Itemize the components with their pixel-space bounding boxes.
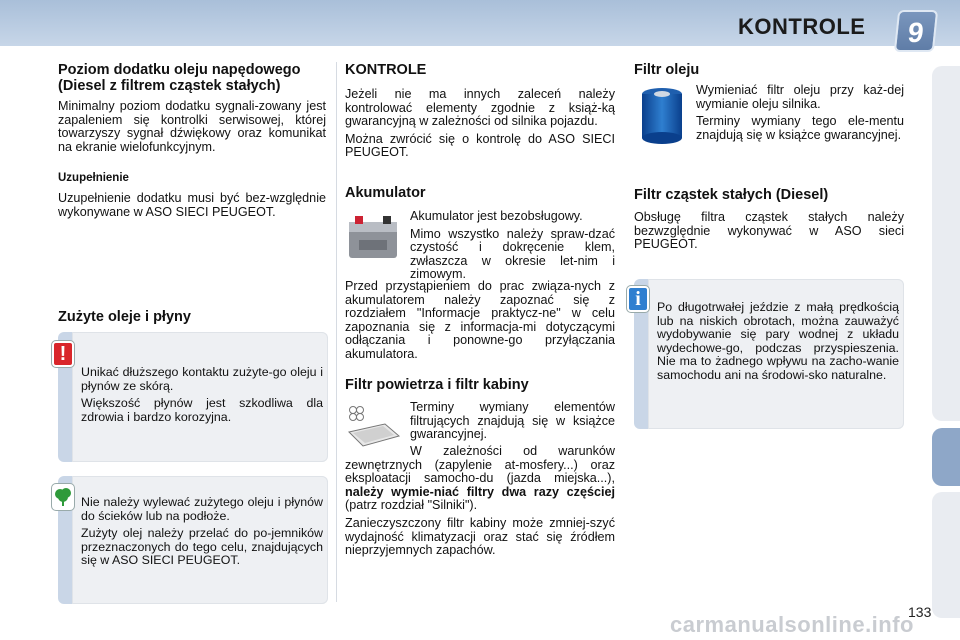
dpf-text-1: Obsługę filtra cząstek stałych należy bezwzględnie wykonywać w ASO sieci PEUGEOT. [634,210,904,252]
oil-text-block [696,84,904,146]
battery-title: Akumulator [345,185,426,201]
info-text-1: Po długotrwałej jeździe z małą prędkością lub na niskich obrotach, można zauważyć wydobywanie się pary wodnej z układu wydechowe-go, podczas przyspieszenia. Nie ma to żadnego wpływu na zacho-wanie samochodu ani na środowi-sko naturalne. [657,300,899,382]
eco-box [58,476,328,604]
air-text-1: Terminy wymiany elementów filtrujących znajdują się w książce gwarancyjnej. [410,400,615,442]
additive-subbody: Uzupełnienie dodatku musi być bez-względnie wykonywane w ASO SIECI PEUGEOT. [58,191,326,219]
middle-column [345,62,615,164]
oil-filter-image [640,86,684,149]
eco-text-1: Nie należy wylewać zużytego oleju i płynów do ścieków lub na podłoże. [81,495,323,523]
side-tab-active[interactable] [932,428,960,486]
air-text-2-bold: należy wymie-niać filtry dwa razy częściej [345,484,615,499]
intro-text-2: Można zwrócić się o kontrolę do ASO SIECI PEUGEOT. [345,131,615,160]
intro-text-1: Jeżeli nie ma innych zaleceń należy kontrolować elementy zgodnie z książ-ką gwarancyjną w zależności od silnika pojazdu. [345,87,615,129]
side-tab[interactable] [932,66,960,421]
battery-note [345,280,615,366]
chapter-badge: 9 [894,10,938,52]
oil-filter-title: Filtr oleju [634,62,700,78]
warning-text-1: Unikać dłuższego kontaktu zużyte-go oleju i płynów ze skórą. [81,365,323,393]
dpf-text-block [634,211,904,256]
air-text-block [410,401,615,446]
air-filter-title: Filtr powietrza i filtr kabiny [345,377,529,393]
info-box [634,279,904,429]
side-tab[interactable] [932,492,960,618]
air-text-3: Zanieczyszczony filtr kabiny może zmniej-szyć wydajność klimatyzacji oraz stać się źródłem nieprzyjemnych zapachów. [345,515,615,558]
warning-text-2: Większość płynów jest szkodliwa dla zdrowia i bardzo korozyjna. [81,396,323,424]
warning-icon: ! [52,341,74,367]
tree-icon-glyph [54,487,72,507]
oil-filter-icon [640,86,684,144]
column-divider [336,62,337,602]
used-title: Zużyte oleje i płyny [58,309,191,325]
eco-text-2: Zużyty olej należy przelać do po-jemników przeznaczonych do tego celu, znajdujących się w ASO SIECI PEUGEOT. [81,526,323,568]
battery-text-block [410,210,615,286]
left-column [58,62,326,224]
battery-text-2: Mimo wszystko należy spraw-dzać czystość i dokręcenie klem, zwłaszcza w okresie let-nim i zimowym. [410,226,615,282]
air-text-2a: W zależności od warunków zewnętrznych (zapylenie at-mosfery...) oraz eksploatacji samocho-du (jazda miejska...), [345,444,615,486]
oil-text-2: Terminy wymiany tego ele-mentu znajdują się w książce gwarancyjnej. [696,114,904,142]
page-title: KONTROLE [738,14,866,39]
battery-text-3: Przed przystąpieniem do prac związa-nych z akumulatorem należy zapoznać się z rozdziałem "Informacje praktycz-ne" w celu zapoznania się z informacja-mi dotyczącymi odłączania i ponowne-go przyłączania akumulatora. [345,279,615,361]
dpf-title: Filtr cząstek stałych (Diesel) [634,187,829,203]
battery-icon [345,212,401,262]
oil-text-1: Wymieniać filtr oleju przy każ-dej wymianie oleju silnika. [696,83,904,111]
additive-body: Minimalny poziom dodatku sygnali-zowany jest zapaleniem się kontrolki serwisowej, której towarzyszy sygnał dźwiękowy oraz komunikat na ekranie wielofunkcyjnym. [58,99,326,154]
air-note [345,445,615,562]
warning-box [58,332,328,462]
intro-title: KONTROLE [345,62,427,78]
air-text-2c: (patrz rozdział "Silniki"). [345,498,478,513]
tree-icon [52,484,74,510]
watermark: carmanualsonline.info [670,612,914,637]
battery-image [345,212,401,267]
battery-text-1: Akumulator jest bezobsługowy. [410,209,583,223]
info-icon: i [627,286,649,312]
page-number: 133 [908,604,932,620]
air-text-2 [345,445,615,513]
additive-subtitle: Uzupełnienie [58,172,129,185]
additive-title: Poziom dodatku oleju napędowego (Diesel z filtrem cząstek stałych) [58,62,301,94]
